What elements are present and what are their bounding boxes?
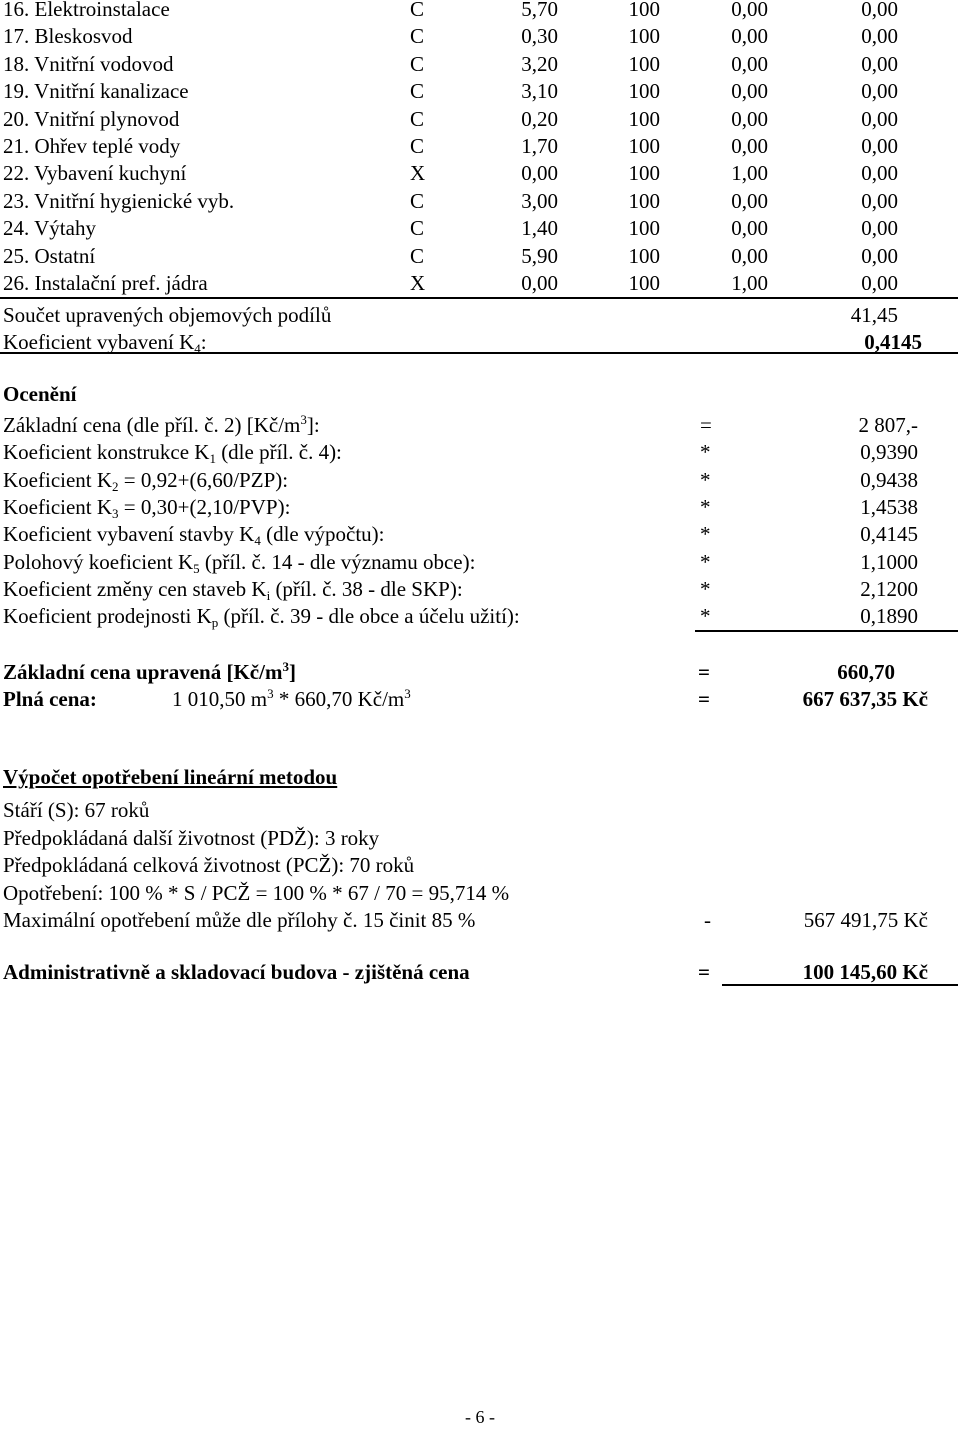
item-type: X (410, 271, 426, 295)
item-share: 0,30 (521, 24, 558, 49)
item-k1: 0,00 (731, 24, 768, 49)
item-k2: 0,00 (861, 243, 898, 268)
item-share: 3,00 (521, 188, 558, 213)
final-price-value: 100 145,60 Kč (802, 960, 928, 984)
item-k2: 0,00 (861, 271, 898, 295)
item-k1: 0,00 (731, 106, 768, 131)
item-k1: 0,00 (731, 51, 768, 76)
max-depreciation-op: - (704, 908, 711, 932)
sum-value: 41,45 (850, 303, 898, 327)
valuation-label: Koeficient $K_2 = 0,92+(6,60/PZP)$: (3, 467, 289, 494)
valuation-label: Koeficient změny cen staveb $K_i$ (příl. č. 38 - dle SKP): (3, 576, 463, 603)
section-title-depreciation: Výpočet opotřebení lineární metodou (3, 765, 338, 789)
item-share: 5,90 (521, 243, 558, 268)
full-price-op: = (698, 687, 710, 711)
valuation-op: * (700, 494, 711, 519)
item-percent: 100 (628, 24, 660, 49)
full-price-value: 667 637,35 Kč (802, 687, 928, 711)
item-share: 1,40 (521, 216, 558, 241)
valuation-label: Základní cena (dle příl. č. 2) $[Kč/m^3]$: (3, 412, 320, 437)
item-share: 0,00 (521, 271, 558, 295)
divider (722, 984, 958, 986)
section-title-oceneni: Ocenění (3, 382, 77, 406)
item-type: C (410, 51, 425, 76)
item-k1: 0,00 (731, 0, 768, 21)
divider (0, 352, 958, 354)
max-depreciation-label: Maximální opotřebení může dle přílohy č. 15 činit 85 % (3, 908, 476, 932)
item-k2: 0,00 (861, 51, 898, 76)
item-name: 20. Vnitřní plynovod (3, 106, 180, 131)
k4-value: 0,4145 (864, 330, 922, 354)
adjusted-price-op: = (698, 660, 710, 684)
valuation-label: Polohový koeficient $K_5$ (příl. č. 14 - dle významu obce): (3, 549, 476, 576)
item-name: 26. Instalační pref. jádra (3, 271, 208, 295)
item-name: 25. Ostatní (3, 243, 96, 268)
divider (0, 297, 958, 299)
valuation-op: * (700, 467, 711, 492)
depreciation-line: Předpokládaná celková životnost (PCŽ): 70 roků (3, 853, 415, 877)
item-percent: 100 (628, 106, 660, 131)
valuation-op: * (700, 440, 711, 465)
item-k2: 0,00 (861, 0, 898, 21)
depreciation-line: Předpokládaná další životnost (PDŽ): 3 roky (3, 825, 380, 850)
item-name: 16. Elektroinstalace (3, 0, 170, 21)
item-name: 22. Vybavení kuchyní (3, 161, 187, 186)
item-share: 3,20 (521, 51, 558, 76)
item-k2: 0,00 (861, 161, 898, 186)
item-name: 23. Vnitřní hygienické vyb. (3, 188, 235, 213)
valuation-op: * (700, 549, 711, 574)
adjusted-price-label: Základní cena upravená $[Kč/m^3]$ (3, 659, 296, 684)
valuation-label: Koeficient vybavení stavby $K_4$ (dle výpočtu): (3, 522, 385, 549)
item-percent: 100 (628, 134, 660, 158)
valuation-op: * (700, 522, 711, 547)
item-type: C (410, 188, 425, 213)
depreciation-line: Opotřebení: 100 % * S / PCŽ = 100 % * 67 / 70 = 95,714 % (3, 880, 510, 905)
item-type: C (410, 24, 425, 49)
valuation-op: = (700, 413, 712, 437)
item-percent: 100 (628, 161, 660, 186)
item-k2: 0,00 (861, 188, 898, 213)
full-price-formula: 1 010,50 $m^3 * 660,70$ $Kč/m^3$ (172, 686, 411, 711)
valuation-value: 0,4145 (860, 522, 918, 547)
valuation-value: 0,9390 (860, 440, 918, 465)
adjusted-price-value: 660,70 (837, 660, 895, 684)
valuation-label: Koeficient $K_3 = 0,30+(2,10/PVP)$: (3, 494, 291, 521)
valuation-value: 1,4538 (860, 494, 918, 519)
item-percent: 100 (628, 216, 660, 241)
item-k2: 0,00 (861, 134, 898, 158)
k4-label: Koeficient vybavení $K_4$: (3, 330, 207, 356)
item-k1: 0,00 (731, 188, 768, 213)
item-percent: 100 (628, 0, 660, 21)
final-price-label: Administrativně a skladovací budova - zjištěná cena (3, 960, 470, 984)
item-k1: 0,00 (731, 79, 768, 104)
item-k2: 0,00 (861, 106, 898, 131)
item-name: 19. Vnitřní kanalizace (3, 79, 189, 104)
item-share: 3,10 (521, 79, 558, 104)
divider (695, 630, 958, 632)
page-number: - 6 - (465, 1407, 495, 1427)
item-name: 21. Ohřev teplé vody (3, 134, 181, 158)
item-k1: 1,00 (731, 271, 768, 295)
valuation-label: Koeficient prodejnosti $K_p$ (příl. č. 39 - dle obce a účelu užití): (3, 604, 520, 631)
item-percent: 100 (628, 79, 660, 104)
valuation-value: 0,9438 (860, 467, 918, 492)
sum-label: Součet upravených objemových podílů (3, 303, 332, 327)
valuation-label: Koeficient konstrukce $K_1$ (dle příl. č. 4): (3, 440, 342, 467)
item-type: X (410, 161, 426, 186)
item-k1: 0,00 (731, 134, 768, 158)
item-percent: 100 (628, 271, 660, 295)
max-depreciation-value: 567 491,75 Kč (803, 908, 928, 932)
item-type: C (410, 0, 425, 21)
valuation-value: 1,1000 (860, 549, 918, 574)
item-name: 17. Bleskosvod (3, 24, 133, 49)
valuation-value: 0,1890 (860, 604, 918, 629)
item-type: C (410, 243, 425, 268)
valuation-value: 2,1200 (860, 576, 918, 601)
item-type: C (410, 106, 425, 131)
item-k2: 0,00 (861, 216, 898, 241)
depreciation-line: Stáří (S): 67 roků (3, 798, 150, 822)
item-percent: 100 (628, 243, 660, 268)
item-share: 0,00 (521, 161, 558, 186)
item-type: C (410, 134, 425, 158)
item-percent: 100 (628, 188, 660, 213)
item-type: C (410, 216, 425, 241)
item-percent: 100 (628, 51, 660, 76)
item-share: 1,70 (521, 134, 558, 158)
full-price-label: Plná cena: (3, 687, 97, 711)
item-k1: 1,00 (731, 161, 768, 186)
item-k2: 0,00 (861, 79, 898, 104)
final-price-op: = (698, 960, 710, 984)
item-share: 5,70 (521, 0, 558, 21)
valuation-op: * (700, 604, 711, 629)
item-share: 0,20 (521, 106, 558, 131)
item-name: 24. Výtahy (3, 216, 96, 241)
item-k1: 0,00 (731, 216, 768, 241)
valuation-value: 2 807,- (858, 413, 918, 437)
item-k2: 0,00 (861, 24, 898, 49)
item-k1: 0,00 (731, 243, 768, 268)
item-type: C (410, 79, 425, 104)
item-name: 18. Vnitřní vodovod (3, 51, 174, 76)
valuation-op: * (700, 576, 711, 601)
